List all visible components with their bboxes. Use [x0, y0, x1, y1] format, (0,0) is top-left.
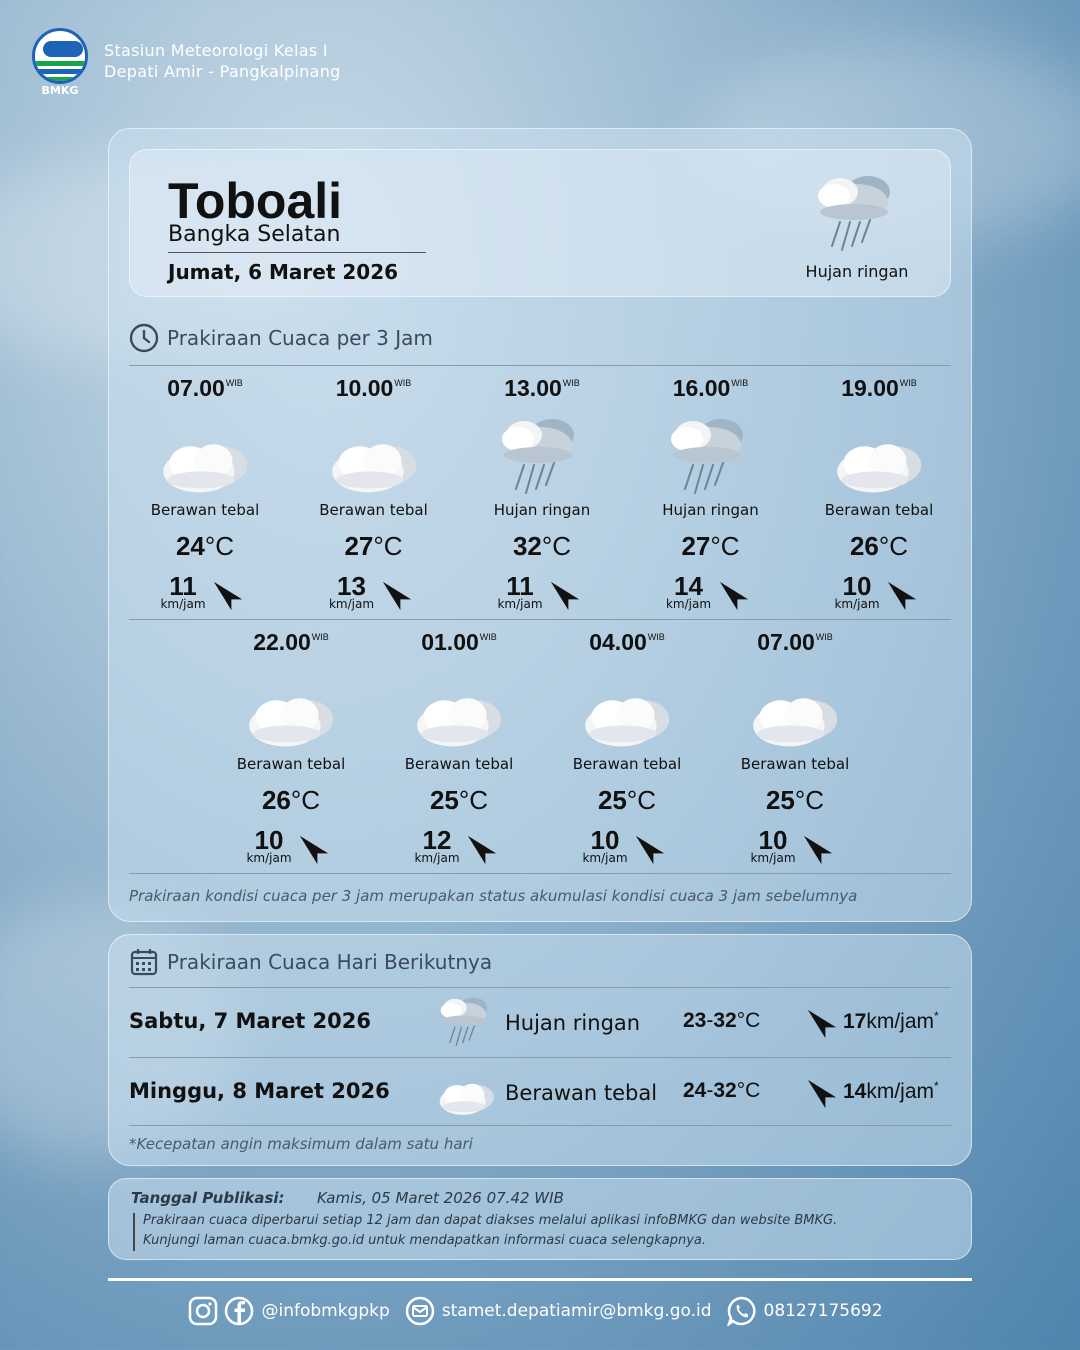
slot-temperature: 27°C: [681, 531, 740, 561]
wind-direction-icon: [881, 575, 919, 613]
slot-temperature: 25°C: [429, 785, 489, 815]
hourly-slot: [290, 375, 458, 625]
slot-condition: Hujan ringan: [493, 501, 591, 519]
publication-date: Kamis, 05 Maret 2026 07.42 WIB: [317, 1189, 564, 1207]
phone-number[interactable]: 08127175692: [763, 1301, 883, 1321]
rain-cloud-icon: [490, 409, 586, 505]
slot-wind-unit: km/jam: [160, 597, 206, 611]
slot-wind-speed: 11: [169, 571, 197, 601]
slot-condition: Berawan tebal: [824, 501, 934, 519]
cloud-icon: [239, 663, 335, 759]
station-line-2: Depati Amir - Pangkalpinang: [104, 62, 341, 81]
cloud-icon: [407, 663, 503, 759]
slot-temperature: 32°C: [512, 531, 572, 561]
slot-wind-speed: 13: [337, 571, 366, 601]
facebook-icon[interactable]: [224, 1296, 254, 1326]
slot-condition: Berawan tebal: [740, 755, 850, 773]
wind-direction-icon: [797, 829, 835, 867]
slot-wind-unit: km/jam: [414, 851, 460, 865]
day-wind: 14km/jam*: [843, 1079, 939, 1103]
hourly-slot: [795, 375, 963, 625]
wind-direction-icon: [801, 1073, 839, 1111]
slot-wind-unit: km/jam: [497, 597, 543, 611]
timezone-label: WIB: [562, 378, 580, 388]
divider: [133, 1213, 135, 1251]
divider: [129, 873, 951, 874]
wind-direction-icon: [713, 575, 751, 613]
hourly-slot: [627, 375, 795, 625]
whatsapp-icon[interactable]: [727, 1296, 757, 1326]
hourly-slot: [121, 375, 289, 625]
publication-info-1: Prakiraan cuaca diperbarui setiap 12 jam dan dapat diakses melalui aplikasi infoBMKG dan website BMKG.: [143, 1213, 838, 1228]
slot-wind-speed: 14: [674, 571, 703, 601]
rain-cloud-icon: [433, 991, 495, 1053]
slot-time: $04.00^{WIB}$: [589, 629, 665, 655]
slot-wind-speed: 10: [590, 825, 620, 855]
day-wind: 17km/jam*: [843, 1009, 939, 1033]
slot-wind-unit: km/jam: [582, 851, 628, 865]
slot-time: $22.00^{WIB}$: [253, 629, 329, 655]
wind-direction-icon: [801, 1003, 839, 1041]
hourly-slot: [543, 629, 711, 879]
wind-direction-icon: [544, 575, 582, 613]
slot-time: $01.00^{WIB}$: [421, 629, 497, 655]
daily-row: [129, 987, 951, 1057]
slot-temperature: 26°C: [849, 531, 909, 561]
slot-wind-speed: 12: [422, 825, 452, 855]
daily-card: [108, 934, 972, 1166]
hourly-slot: [375, 629, 543, 879]
timezone-label: WIB: [731, 378, 749, 388]
slot-condition: Hujan ringan: [662, 501, 759, 519]
slot-time: $07.00^{WIB}$: [167, 375, 243, 401]
wind-direction-icon: [207, 575, 245, 613]
slot-temperature: 24°C: [175, 531, 235, 561]
slot-wind-unit: km/jam: [246, 851, 292, 865]
cloud-icon: [827, 409, 923, 505]
slot-temperature: 25°C: [597, 785, 657, 815]
slot-temperature: 26°C: [261, 785, 321, 815]
slot-condition: Berawan tebal: [150, 501, 260, 519]
wind-direction-icon: [293, 829, 331, 867]
slot-time: $13.00^{WIB}$: [504, 375, 580, 401]
divider: [129, 365, 951, 366]
daily-title: Prakiraan Cuaca Hari Berikutnya: [167, 950, 493, 974]
slot-condition: Berawan tebal: [404, 755, 514, 773]
slot-wind-speed: 11: [506, 571, 534, 601]
publication-info-2: Kunjungi laman cuaca.bmkg.go.id untuk mendapatkan informasi cuaca selengkapnya.: [143, 1233, 706, 1248]
cloud-icon: [322, 409, 418, 505]
divider: [129, 1125, 951, 1126]
hourly-slot: [711, 629, 879, 879]
timezone-label: WIB: [815, 632, 833, 642]
hourly-section-header: [129, 323, 433, 353]
slot-wind-unit: km/jam: [328, 597, 375, 611]
slot-wind-speed: 10: [842, 571, 872, 601]
slot-time: $19.00^{WIB}$: [841, 375, 917, 401]
cloud-icon: [153, 409, 249, 505]
brand-header: [32, 28, 341, 98]
wind-direction-icon: [629, 829, 667, 867]
daily-note: *Kecepatan angin maksimum dalam satu hari: [129, 1135, 473, 1153]
hourly-title: Prakiraan Cuaca per 3 Jam: [167, 326, 433, 350]
slot-time: $07.00^{WIB}$: [757, 629, 833, 655]
day-temperature-range: 23-32°C: [683, 1009, 761, 1032]
email-address[interactable]: stamet.depatiamir@bmkg.go.id: [441, 1301, 712, 1321]
social-handle[interactable]: @infobmkgpkp: [261, 1301, 390, 1321]
current-condition: Hujan ringan: [805, 262, 909, 281]
publication-label: Tanggal Publikasi:: [131, 1189, 285, 1207]
hourly-slot: [458, 375, 626, 625]
wind-direction-icon: [376, 575, 414, 613]
slot-condition: Berawan tebal: [236, 755, 346, 773]
day-date: Minggu, 8 Maret 2026: [129, 1079, 390, 1103]
region-name: Bangka Selatan: [168, 222, 341, 247]
location-hero: [129, 149, 951, 297]
logo-text: BMKG: [41, 84, 79, 97]
daily-row: [129, 1057, 951, 1127]
contact-footer: [0, 1296, 1080, 1326]
publication-card: [108, 1178, 972, 1260]
timezone-label: WIB: [479, 632, 497, 642]
slot-wind-unit: km/jam: [750, 851, 796, 865]
slot-wind-unit: km/jam: [834, 597, 880, 611]
day-temperature-range: 24-32°C: [683, 1079, 761, 1102]
calendar-icon: [129, 947, 159, 977]
station-name: [104, 40, 341, 82]
email-icon[interactable]: [405, 1296, 435, 1326]
day-condition: Hujan ringan: [505, 1011, 641, 1035]
bmkg-logo: [32, 28, 88, 98]
slot-temperature: 27°C: [344, 531, 403, 561]
slot-wind-speed: 10: [758, 825, 788, 855]
cloud-icon: [743, 663, 839, 759]
hourly-note: Prakiraan kondisi cuaca per 3 jam merupakan status akumulasi kondisi cuaca 3 jam sebelumnya: [129, 887, 858, 905]
cloud-icon: [433, 1061, 495, 1123]
city-name: Toboali: [168, 173, 343, 229]
slot-condition: Berawan tebal: [319, 501, 428, 519]
forecast-card: [108, 128, 972, 922]
station-line-1: Stasiun Meteorologi Kelas I: [104, 41, 328, 60]
timezone-label: WIB: [225, 378, 243, 388]
slot-temperature: 25°C: [765, 785, 825, 815]
slot-wind-unit: km/jam: [665, 597, 712, 611]
divider: [168, 252, 426, 253]
instagram-icon[interactable]: [188, 1296, 218, 1326]
divider: [108, 1278, 972, 1281]
clock-icon: [129, 323, 159, 353]
rain-cloud-icon: [659, 409, 755, 505]
daily-section-header: [129, 947, 492, 977]
timezone-label: WIB: [647, 632, 665, 642]
current-date: Jumat, 6 Maret 2026: [168, 260, 399, 284]
day-date: Sabtu, 7 Maret 2026: [129, 1009, 371, 1033]
slot-wind-speed: 10: [254, 825, 284, 855]
divider: [129, 619, 951, 620]
wind-direction-icon: [461, 829, 499, 867]
hourly-slot: [207, 629, 375, 879]
slot-condition: Berawan tebal: [572, 755, 682, 773]
slot-time: $10.00^{WIB}$: [335, 375, 412, 401]
cloud-icon: [575, 663, 671, 759]
divider: [129, 1057, 951, 1058]
rain-cloud-icon: [806, 166, 902, 262]
timezone-label: WIB: [899, 378, 917, 388]
timezone-label: WIB: [311, 632, 329, 642]
timezone-label: WIB: [394, 378, 412, 388]
slot-time: $16.00^{WIB}$: [672, 375, 749, 401]
day-condition: Berawan tebal: [505, 1081, 658, 1105]
